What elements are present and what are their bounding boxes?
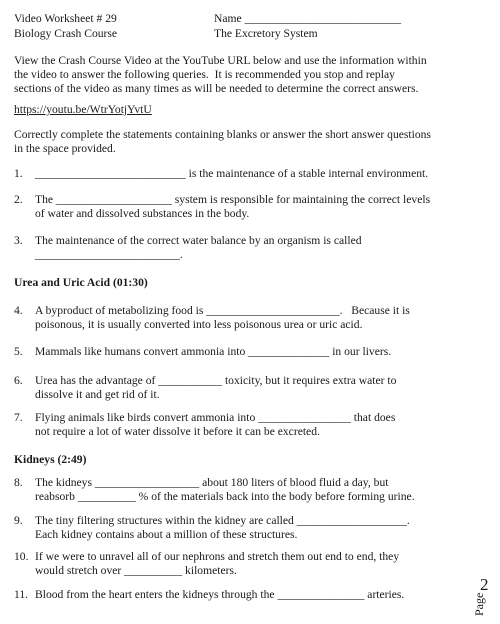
question-text: The tiny filtering structures within the kidney are called ___________________. (35, 514, 410, 527)
question-number: 10. (14, 550, 29, 563)
question-text: Mammals like humans convert ammonia into ______________ in our livers. (35, 345, 392, 358)
instructions-line-2: in the space provided. (14, 142, 116, 155)
question-text-continued: of water and dissolved substances in the body. (35, 207, 250, 220)
question-text: A byproduct of metabolizing food is _______________________. Because it is (35, 304, 410, 317)
page-number-label (466, 576, 496, 616)
question-number: 4. (14, 304, 23, 317)
intro-line-1: View the Crash Course Video at the YouTube URL below and use the information within (14, 54, 427, 67)
question-number: 7. (14, 411, 23, 424)
section-heading-kidneys: Kidneys (2:49) (14, 453, 87, 466)
question-text: Urea has the advantage of ___________ toxicity, but it requires extra water to (35, 374, 397, 387)
question-text: The kidneys __________________ about 180 liters of blood fluid a day, but (35, 476, 389, 489)
page-number: 2 (480, 575, 489, 594)
question-text-continued: dissolve it and get rid of it. (35, 388, 160, 401)
question-number: 1. (14, 167, 23, 180)
question-text: Blood from the heart enters the kidneys through the _______________ arteries. (35, 588, 405, 601)
question-text: Flying animals like birds convert ammonia into ________________ that does (35, 411, 396, 424)
question-text-continued: would stretch over __________ kilometers. (35, 564, 237, 577)
page-word: Page (472, 592, 486, 616)
worksheet-number: Video Worksheet # 29 (14, 12, 117, 25)
video-url-link[interactable]: https://youtu.be/WtrYotjYvtU (14, 103, 152, 116)
answer-blank: _________________________. (35, 248, 183, 261)
question-text-continued: poisonous, it is usually converted into less poisonous urea or uric acid. (35, 318, 363, 331)
question-text-continued: not require a lot of water dissolve it before it can be excreted. (35, 425, 320, 438)
question-number: 5. (14, 345, 23, 358)
intro-line-3: sections of the video as many times as will be needed to determine the correct answers. (14, 82, 419, 95)
intro-line-2: the video to answer the following queries. It is recommended you stop and replay (14, 68, 395, 81)
question-text: If we were to unravel all of our nephrons and stretch them out end to end, they (35, 550, 400, 563)
section-heading-urea: Urea and Uric Acid (01:30) (14, 276, 148, 289)
question-text-continued: Each kidney contains about a million of these structures. (35, 528, 298, 541)
question-number: 11. (14, 588, 29, 601)
question-text: The maintenance of the correct water balance by an organism is called (35, 234, 362, 247)
question-text-continued: reabsorb __________ % of the materials back into the body before forming urine. (35, 490, 415, 503)
name-field-line: Name ___________________________ (214, 12, 402, 25)
question-number: 9. (14, 514, 23, 527)
question-number: 3. (14, 234, 23, 247)
instructions-line-1: Correctly complete the statements containing blanks or answer the short answer questions (14, 128, 431, 141)
question-number: 6. (14, 374, 23, 387)
question-text: The ____________________ system is responsible for maintaining the correct levels (35, 193, 431, 206)
topic-title: The Excretory System (214, 27, 318, 40)
course-name: Biology Crash Course (14, 27, 118, 40)
question-number: 8. (14, 476, 23, 489)
question-text: __________________________ is the maintenance of a stable internal environment. (35, 167, 429, 180)
question-number: 2. (14, 193, 23, 206)
